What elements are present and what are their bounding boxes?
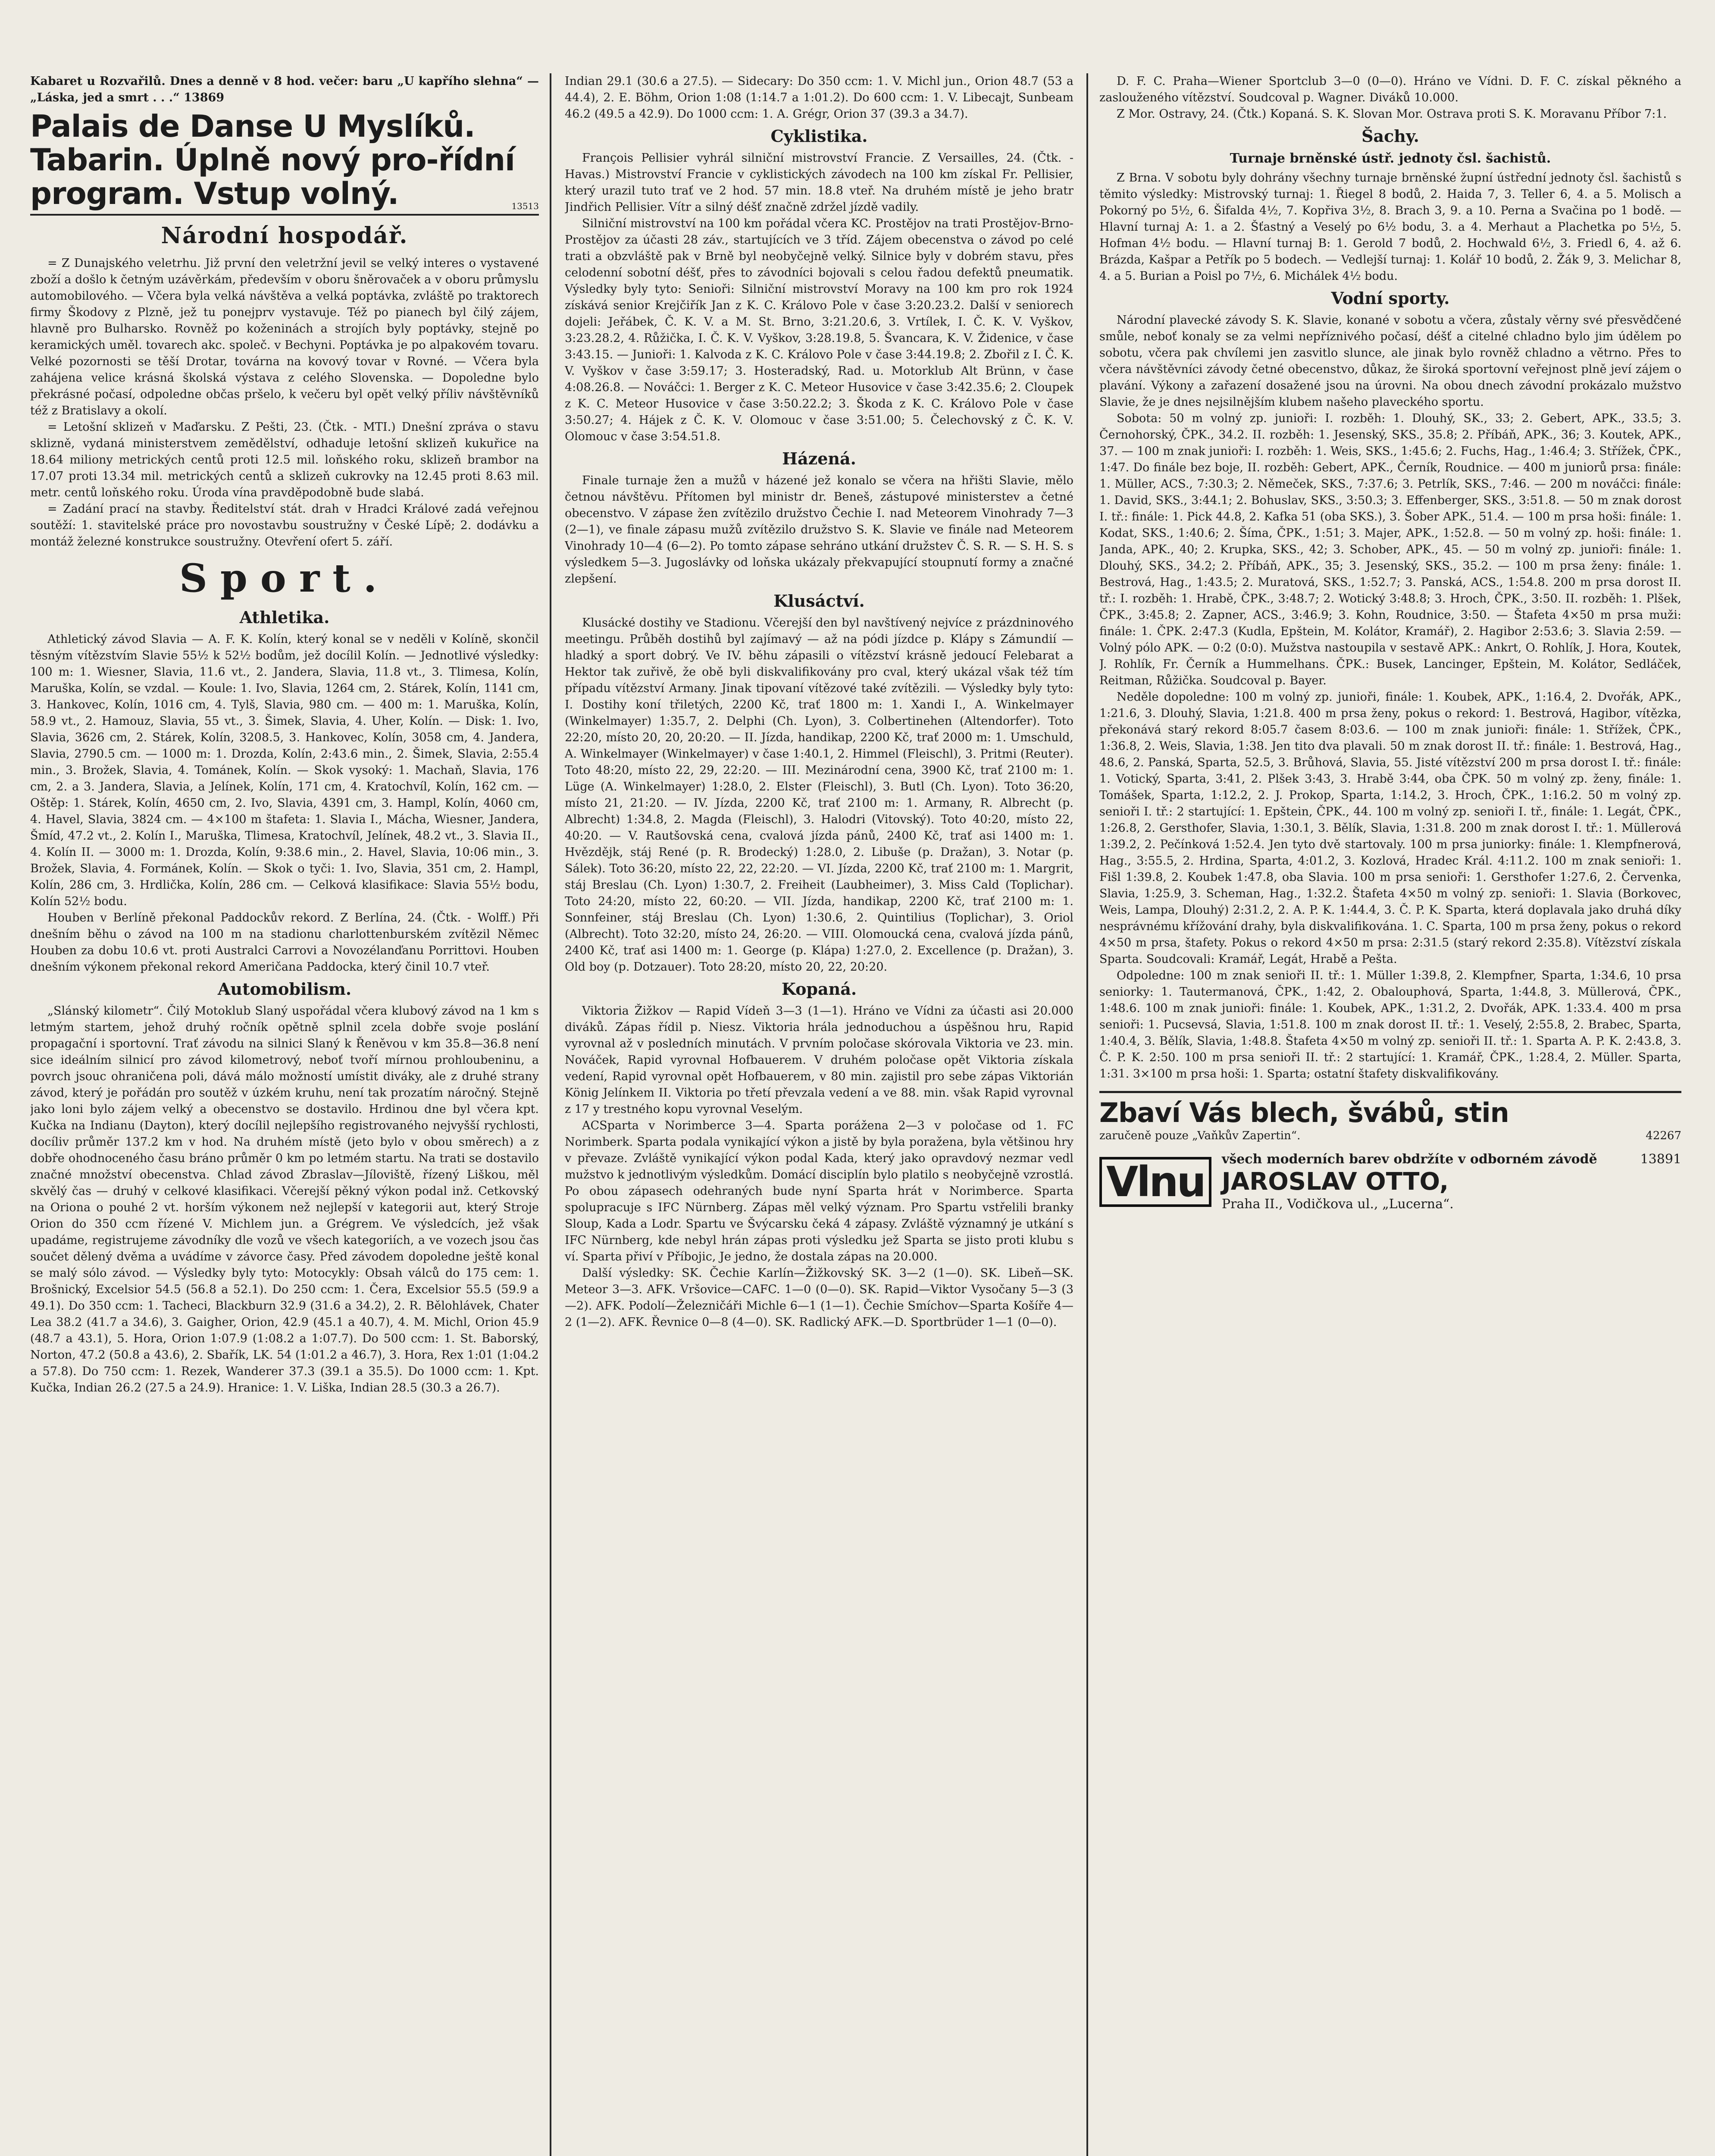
- column-3: [1099, 73, 1681, 2156]
- newspaper-page: [30, 73, 1686, 2156]
- economy-article: = Z Dunajského veletrhu. Již první den veletržní jevil se velký interes o vystavené zboží a došlo k četným uzávěrkám, především v oboru šněrovaček a v oboru průmyslu automobilového. — Včera byla velká návštěva a velká poptávka, zvláště po traktorech firmy Škodovy z Plzně, jež tu ponejprv vystavuje. Též po pianech byl čilý zájem, hlavně pro Bulharsko. Rovněž po koženinách a strojích byly poptávky, stejně po keramických uměl. tovarech akc. společ. v Bechyni. Poptávka je po alpakovém tovaru. Velké pozornosti se těší Drotar, továrna na kovový tovar v Rovné. — Včera byla zahájena velice krásná školská výstava z celého Slovenska. — Dopoledne bylo překrásné počasí, odpoledne občas pršelo, k večeru byl opět velký příliv návštěvníků též z Bratislavy a okolí.: [30, 257, 539, 417]
- chess-subheading: Šachy.: [1361, 126, 1419, 146]
- paint-shop-name: JAROSLAV OTTO,: [1221, 1168, 1449, 1196]
- horse-racing-subheading: Klusáctví.: [773, 591, 865, 611]
- palais-ad: [30, 110, 539, 216]
- water-sports-subheading: Vodní sporty.: [1331, 288, 1450, 308]
- handball-article: Finale turnaje žen a mužů v házené jež konalo se včera na hřišti Slavie, mělo četnou návštěvu. Přítomen byl ministr dr. Beneš, zástupové ministerstev a četné obecenstvo. V zápase žen zvítězilo družstvo Čechie I. nad Meteorem Vinohrady 7—3 (2—1), ve finale zápasu mužů zvítězilo družstvo S. K. Slavie ve finále nad Meteorem Vinohrady 10—4 (6—2). Po tomto zápase sehráno utkání družstev Č. S. R. — S. H. S. s výsledkem 5—3. Jugoslávky od loňska ukázaly překvapující stoupnutí formy a značné zlepšení.: [565, 474, 1073, 586]
- football-article: Další výsledky: SK. Čechie Karlín—Žižkovský SK. 3—2 (1—0). SK. Libeň—SK. Meteor 3—3. AFK. Vršovice—CAFC. 1—0 (0—0). SK. Rapid—Viktor Vysočany 5—3 (3—2). AFK. Podolí—Železničáři Michle 6—1 (1—1). Čechie Smíchov—Sparta Košíře 4—2 (1—2). AFK. Řevnice 0—8 (4—0). SK. Radlický AFK.—D. Sportbrüder 1—1 (0—0).: [565, 1266, 1073, 1329]
- column-divider: [1086, 73, 1088, 2156]
- chess-article: Z Brna. V sobotu byly dohrány všechny turnaje brněnské župní ústřední jednoty čsl. šachistů s těmito výsledky: Mistrovský turnaj: 1. Řiegel 8 bodů, 2. Haida 7, 3. Teller 6, 4. a 5. Molisch a Pokorný po 5½, 6. Šifalda 4½, 7. Kopřiva 3½, 8. Brach 3, 9. a 10. Perna a Svačina po 1 bodě. — Hlavní turnaj A: 1. a 2. Šťastný a Veselý po 6½ bodu, 3. a 4. Merhaut a Plachetka po 5½, 5. Hofman 4½ bodu. — Hlavní turnaj B: 1. Gerold 7 bodů, 2. Hochwald 6½, 3. Friedl 6, 4. až 6. Brázda, Kašpar a Petřík po 5 bodech. — Vedlejší turnaj: 1. Kolář 10 bodů, 2. Žák 9, 3. Melichar 8, 4. a 5. Burian a Poisl po 7½, 6. Michálek 4½ bodu.: [1099, 171, 1681, 283]
- horse-racing-article: Klusácké dostihy ve Stadionu. Včerejší den byl navštívený nejvíce z prázdninového meetingu. Průběh dostihů byl zajímavý — až na pódi jízdce p. Klápy s Zámundií — hladký a sport dobrý. Ve IV. běhu zápasili o vítězství krásně jedoucí Felebarat a Hektor tak zuřivě, že obě byli diskvalifikovány pro cval, který ukázal však též tím případu vítězství Armany. Jinak tipovaní vítězové také zvítězili. — Výsledky byly tyto: I. Dostihy koní třiletých, 2200 Kč, trať 1800 m: 1. Xandi I., A. Winkelmayer (Winkelmayer) 1:35.7, 2. Delphi (Ch. Lyon), 3. Colbertinehen (Altendorfer). Toto 22:20, místo 20, 20, 20:20. — II. Jízda, handikap, 2200 Kč, trať 2000 m: 1. Umschuld, A. Winkelmayer (Winkelmayer) v čase 1:40.1, 2. Himmel (Fleischl), 3. Pritmi (Reuter). Toto 48:20, místo 22, 29, 22:20. — III. Mezinárodní cena, 3900 Kč, trať 2100 m: 1. Lüge (A. Winkelmayer) 1:28.0, 2. Elster (Fleischl), 3. Butl (Ch. Lyon). Toto 36:20, místo 21, 21:20. — IV. Jízda, 2200 Kč, trať 2100 m: 1. Armany, R. Albrecht (p. Albrecht) 1:34.8, 2. Magda (Fleischl), 3. Halodri (Vitovský). Toto 40:20, místo 22, 40:20. — V. Rautšovská cena, cvalová jízda pánů, 2400 Kč, trať asi 1400 m: 1. Hvězdějk, stáj René (p. R. Brodecký) 1:28.0, 2. Libuše (p. Dražan), 3. Notar (p. Sálek). Toto 36:20, místo 22, 22, 22:20. — VI. Jízda, 2200 Kč, trať 2100 m: 1. Margrit, stáj Breslau (Ch. Lyon) 1:30.7, 2. Freiheit (Laubheimer), 3. Miss Cald (Toplichar). Toto 24:20, místo 22, 60:20. — VII. Jízda, handikap, 2200 Kč, trať 2100 m: 1. Sonnfeiner, stáj Breslau (Ch. Lyon) 1:30.6, 2. Quintilius (Toplichar), 3. Oriol (Albrecht). Toto 32:20, místo 24, 26:20. — VIII. Olomoucká cena, cvalová jízda pánů, 2400 Kč, trať asi 1400 m: 1. George (p. Klápa) 1:27.0, 2. Excellence (p. Dražan), 3. Old boy (p. Dotzauer). Toto 28:20, místo 20, 22, 20:20.: [565, 616, 1073, 974]
- water-sports-article: Neděle dopoledne: 100 m volný zp. junioři, finále: 1. Koubek, APK., 1:16.4, 2. Dvořák, APK., 1:21.6, 3. Dlouhý, Slavia, 1:21.8. 400 m prsa ženy, pokus o rekord: 1. Bestrová, Hagibor, vítězka, překonává starý rekord 8:05.7 časem 8:03.6. — 100 m znak junioři: finále: 1. Střížek, ČPK., 1:36.8, 2. Weis, Slavia, 1:38. Jen tito dva plavali. 50 m znak dorost II. tř.: finále: 1. Bestrová, Hag., 48.6, 2. Panská, Sparta, 52.5, 3. Brůhová, Slavia, 55. Jisté vítězství 200 m prsa dorost I. tř.: finále: 1. Votický, Sparta, 3:41, 2. Plšek 3:43, 3. Hrabě 3:44, oba ČPK. 50 m volný zp. ženy, finále: 1. Tomášek, Sparta, 1:12.2, 2. J. Prokop, Sparta, 1:14.2, 3. Hroch, ČPK., 1:16.2. 50 m volný zp. senioři I. tř.: 2 startující: 1. Epštein, ČPK., 44. 100 m volný zp. senioři I. tř., finále: 1. Legát, ČPK., 1:26.8, 2. Gersthofer, Slavia, 1:30.1, 3. Bělík, Slavia, 1:31.8. 200 m znak dorost I. tř.: 1. Müllerová 1:39.2, 2. Pečínková 1:52.4. Jen tyto dvě startovaly. 100 m prsa juniorky: finále: 1. Klempfnerová, Hag., 3:55.5, 2. Hrdina, Sparta, 4:01.2, 3. Kozlová, Hradec Král. 4:11.2. 100 m znak senioři: 1. Fišl 1:39.8, 2. Koubek 1:47.8, oba Slavia. 100 m prsa senioři: 1. Gersthofer 1:27.6, 2. Červenka, Slavia, 1:25.9, 3. Scheman, Hag., 1:32.2. Štafeta 4×50 m volný zp. senioři: 1. Slavia (Borkovec, Weis, Lampa, Dlouhý) 2:31.2, 2. A. P. K. 1:44.4, 3. Č. P. K. Sparta, která doplavala jako druhá díky nesprávnému křížování drahy, byla diskvalifikována. 1. C. Sparta, 100 m prsa ženy, pokus o rekord 4×50 m prsa, štafety. Pokus o rekord 4×50 m prsa: 2:31.5 (starý rekord 2:35.8). Vítězství získala Sparta. Soudcovali: Kramář, Legát, Hrabě a Pešta.: [1099, 690, 1681, 966]
- athletics-subheading: Athletika.: [239, 608, 330, 627]
- paint-shop-ad-line: všech moderních barev obdržíte v odborném závodě: [1221, 1152, 1597, 1167]
- cabaret-ad: Kabaret u Rozvařilů. Dnes a denně v 8 hod. večer: baru „U kapřího slehna“ — „Láska, jed a smrt . . .“ 13869: [30, 75, 539, 104]
- football-result: Z Mor. Ostravy, 24. (Čtk.) Kopaná. S. K. Slovan Mor. Ostrava proti S. K. Moravanu Příbor 7:1.: [1117, 107, 1667, 121]
- economy-heading: Národní hospodář.: [161, 222, 408, 249]
- paint-shop-ad-header: [1222, 1151, 1681, 1168]
- cycling-subheading: Cyklistika.: [770, 126, 868, 146]
- cycling-article: Silniční mistrovství na 100 km pořádal včera KC. Prostějov na trati Prostějov-Brno-Prostějov za účasti 28 záv., startujících ve 3 tříd. Zájem obecenstva o závod po celé trati a obzvláště pak v Brně byl neobyčejně velký. Silnice byly v dobrém stavu, přes celodenní sobotní déšť, přes to závodníci bojovali s celou řadou defektů pneumatik. Výsledky byly tyto: Senioři: Silniční mistrovství Moravy na 100 km pro rok 1924 získává senior Krejčiřík Jan z K. C. Královo Pole v čase 3:20.23.2. Další v seniorech dojeli: Jeřábek, Č. K. V. a M. St. Brno, 3:21.20.6, 3. Vrtílek, I. Č. K. V. Vyškov, 3:23.28.2, 4. Růžička, I. Č. K. V. Vyškov, 3:28.19.8, 5. Švancara, K. V. Židenice, v čase 3:43.15. — Junioři: 1. Kalvoda z K. C. Královo Pole v čase 3:44.19.8; 2. Zbořil z I. Č. K. V. Vyškov v čase 3:59.17; 3. Hosteradský, Rad. u. Motorklub Alt Brünn, v čase 4:08.26.8. — Nováčci: 1. Berger z K. C. Meteor Husovice v čase 3:42.35.6; 2. Cloupek z K. C. Meteor Husovice v čase 3:50.22.2; 3. Škoda z K. C. Královo Pole v čase 3:50.27; 4. Hájek z Č. K. V. Olomouc v čase 3:51.00; 5. Čelechovský z Č. K. V. Olomouc v čase 3:54.51.8.: [565, 217, 1073, 443]
- sidecar-results: Indian 29.1 (30.6 a 27.5). — Sidecary: Do 350 ccm: 1. V. Michl jun., Orion 48.7 (53 a 44.4), 2. E. Böhm, Orion 1:08 (1:14.7 a 1:01.2). Do 600 ccm: 1. V. Libecajt, Sunbeam 46.2 (49.5 a 42.9). Do 1000 ccm: 1. A. Grégr, Orion 37 (39.3 a 34.7).: [565, 75, 1073, 121]
- economy-article: = Zadání prací na stavby. Ředitelství stát. drah v Hradci Králové zadá veřejnou soutěží: 1. stavitelské práce pro novostavbu soustružny v České Lípě; 2. dodávku a montáž železné konstrukce soustružny. Otevření ofert 5. září.: [30, 502, 539, 548]
- football-result: D. F. C. Praha—Wiener Sportclub 3—0 (0—0). Hráno ve Vídni. D. F. C. získal pěkného a zaslouženého vítězství. Soudcoval p. Wagner. Diváků 10.000.: [1099, 75, 1681, 104]
- automobilism-subheading: Automobilism.: [217, 979, 352, 999]
- bedbug-ad: [1099, 1091, 1681, 1143]
- handball-subheading: Házená.: [782, 449, 856, 468]
- football-article: Viktoria Žižkov — Rapid Vídeň 3—3 (1—1). Hráno ve Vídni za účasti asi 20.000 diváků. Zápas řídil p. Niesz. Viktoria hrála jednoduchou a úspěšnou hru, Rapid vyrovnal až v posledních minutách. V prvním poločase skórovala Viktoria ve 23. min. Nováček, Rapid vyrovnal Hofbauerem. V druhém poločase opět Viktoria získala vedení, Rapid vyrovnal opět Hofbauerem, v 80 min. zajistil pro sebe zápas Viktorián König Jelínkem II. Viktoria po třetí převzala vedení a ve 88. min. však Rapid vyrovnal z 17 y trestného kopu vyrovnal Veselým.: [565, 1004, 1073, 1116]
- water-sports-article: Sobota: 50 m volný zp. junioři: I. rozběh: 1. Dlouhý, SK., 33; 2. Gebert, APK., 33.5; 3. Černohorský, ČPK., 34.2. II. rozběh: 1. Jesenský, SKS., 35.8; 2. Příbáň, APK., 36; 3. Koutek, APK., 37. — 100 m znak junioři: I. rozběh: 1. Weis, SKS., 1:45.6; 2. Fuchs, Hag., 1:46.4; 3. Střížek, ČPK., 1:47. Do finále bez boje, II. rozběh: Gebert, APK., Černík, Roudnice. — 400 m juniorů prsa: finále: 1. Müller, ACS., 7:30.3; 2. Němeček, SKS., 7:37.6; 3. Petrlík, SKS., 7:46. — 200 m nováčci: finále: 1. David, SKS., 3:44.1; 2. Bohuslav, SKS., 3:50.3; 3. Effenberger, SKS., 3:51.8. — 50 m znak dorost I. tř.: finále: 1. Pick 44.8, 2. Kafka 51 (oba SKS.), 3. Šober APK., 51.4. — 100 m prsa hoši: finále: 1. Kodat, SKS., 1:40.6; 2. Šíma, ČPK., 1:51; 3. Majer, APK., 1:52.8. — 50 m volný zp. hoši: finále: 1. Janda, APK., 40; 2. Krupka, SKS., 42; 3. Schober, APK., 45. — 50 m volný zp. junioři: finále: 1. Dlouhý, SKS., 34.2; 2. Příbáň, APK., 35; 3. Jesenský, SKS., 35.2. — 100 m prsa ženy: finále: 1. Bestrová, Hag., 1:43.5; 2. Muratová, SKS., 1:52.7; 3. Panská, ACS., 1:54.8. 200 m prsa dorost II. tř.: I. rozběh: 1. Hrabě, ČPK., 3:48.7; 2. Wotický 3:48.8; 3. Hroch, ČPK., 3:50. II. rozběh: 1. Plšek, ČPK., 3:45.8; 2. Zapner, ACS., 3:46.9; 3. Kohn, Roudnice, 3:50. — Štafeta 4×50 m prsa muži: finále: 1. ČPK. 2:47.3 (Kudla, Epštein, M. Kolátor, Kramář), 2. Hagibor 2:53.6; 3. Slavia 2:59. — Volný pólo APK. — 0:2 (0:0). Mužstva nastoupila v sestavě APK.: Ankrt, O. Rohlík, J. Hora, Koutek, J. Rohlík, Fr. Černík a Hummelhans. ČPK.: Busek, Lancinger, Epštein, M. Kolátor, Sedláček, Reitman, Růžička. Soudcoval p. Bayer.: [1099, 412, 1681, 687]
- bedbug-ad-subtitle: zaručeně pouze „Vaňkův Zapertin“.: [1099, 1129, 1301, 1142]
- column-divider: [550, 73, 551, 2156]
- athletics-article: Houben v Berlíně překonal Paddockův rekord. Z Berlína, 24. (Čtk. - Wolff.) Při dnešním běhu o závod na 100 m na stadionu charlottenburském zvítězil Němec Houben za dobu 10.6 vt. proti Australci Carrovi a Novozélanďanu Porrittovi. Houben dnešním výkonem překonal rekord Američana Paddocka, který činil 10.7 vteř.: [30, 911, 539, 974]
- economy-article: = Letošní sklizeň v Maďarsku. Z Pešti, 23. (Čtk. - MTI.) Dnešní zpráva o stavu sklizně, vydaná ministerstvem zemědělství, odhaduje letošní sklizeň kukuřice na 18.64 miliony metrických centů proti 12.5 mil. loňského roku, sklizeň brambor na 17.07 proti 13.34 mil. metrických centů a sklizeň cukrovky na 12.45 proti 8.63 mil. metr. centů loňského roku. Úroda vína pravděpodobně bude slabá.: [30, 420, 539, 499]
- cycling-article: François Pellisier vyhrál silniční mistrovství Francie. Z Versailles, 24. (Čtk. - Havas.) Mistrovství Francie v cyklistických závodech na 100 km získal Fr. Pellisier, který urazil tuto trať ve 2 hod. 57 min. 18.8 vteř. Na druhém místě je jeho bratr Jindřich Pellisier. Vítr a silný déšť značně zdržel jízdě vadily.: [565, 151, 1073, 214]
- column-2: [565, 73, 1073, 2156]
- paint-shop-ad-number: 13891: [1640, 1152, 1681, 1167]
- column-1: [30, 73, 539, 2156]
- bedbug-ad-title: Zbaví Vás blech, švábů, stin: [1099, 1097, 1509, 1128]
- football-article: ACSparta v Norimberce 3—4. Sparta porážena 2—3 v poločase od 1. FC Norimberk. Sparta podala vynikající výkon a jistě by byla poražena, byla většinou hry v převaze. Zvláště vynikající výkon podal Kada, který jako opravdový nezmar vedl mužstvo k jednotlivým výsledkům. Domácí disciplín bylo platilo s neobyčejně vzrostlá. Po obou zápasech odehraných bude nyní Sparta hrát v Norimberce. Sparta spolupracuje s IFC Nürnberg. Zápas měl velký význam. Pro Spartu vstřelili branky Sloup, Kada a Lodr. Spartu ve Švýcarsku čeká 4 zápasy. Zvláště významný je utkání s IFC Nürnberg, kde nebyl hrán zápas proti výsledku jež Sparta se jisto proti klubu s ví. Sparta přiví v Příbojic, Je jedno, že dostala zápas na 20.000.: [565, 1119, 1073, 1263]
- water-sports-article: Národní plavecké závody S. K. Slavie, konané v sobotu a včera, zůstaly věrny své přesvědčené smůle, neboť konaly se za velmi nepříznivého počasí, déšť a citelné chladno bylo jim údělem po sobotu, včera pak chvílemi jen zasvitlo slunce, ale jinak bylo rovněž chladno a větrno. Přes to včera návštěvníci závody četné obecenstvo, důkaz, že široká sportovní veřejnost plně jeví zájem o plavání. Výkony a zařazení dosažené jsou na úrovni. Na obou dnech závodní prokázalo mužstvo Slavie, že je dnes nejsilnějším klubem našeho plaveckého sportu.: [1099, 313, 1681, 409]
- palais-ad-number: 13513: [511, 201, 539, 211]
- bedbug-ad-number: 42267: [1646, 1129, 1681, 1142]
- paint-shop-ad: [1099, 1151, 1681, 1213]
- sport-heading: Sport.: [179, 555, 390, 601]
- football-subheading: Kopaná.: [781, 979, 857, 999]
- paint-shop-logo: Vlnu: [1099, 1157, 1211, 1207]
- athletics-article: Athletický závod Slavia — A. F. K. Kolín, který konal se v neděli v Kolíně, skončil těsným vítězstvím Slavie 55½ k 52½ bodům, jež docílil Kolín. — Jednotlivé výsledky: 100 m: 1. Wiesner, Slavia, 11.6 vt., 2. Jandera, Slavia, 11.8 vt., 3. Tlimesa, Kolín, Maruška, Kolín, se vzdal. — Koule: 1. Ivo, Slavia, 1264 cm, 2. Stárek, Kolín, 1141 cm, 3. Hankovec, Kolín, 1016 cm, 4. Tylš, Slavia, 980 cm. — 400 m: 1. Maruška, Kolín, 58.9 vt., 2. Hamouz, Slavia, 55 vt., 3. Šimek, Slavia, 4. Uher, Kolín. — Disk: 1. Ivo, Slavia, 3626 cm, 2. Stárek, Kolín, 3208.5, 3. Hankovec, Kolín, 3058 cm, 4. Jandera, Slavia, 2790.5 cm. — 1000 m: 1. Drozda, Kolín, 2:43.6 min., 2. Šimek, Slavia, 2:55.4 min., 3. Brožek, Slavia, 4. Tománek, Kolín. — Skok vysoký: 1. Machaň, Slavia, 176 cm, 2. a 3. Jandera, Slavia, a Jelínek, Kolín, 171 cm, 4. Kratochvíl, Kolín, 162 cm. — Oštěp: 1. Stárek, Kolín, 4650 cm, 2. Ivo, Slavia, 4391 cm, 3. Hampl, Kolín, 4060 cm, 4. Havel, Slavia, 3824 cm. — 4×100 m štafeta: 1. Slavia I., Mácha, Wiesner, Jandera, Šmíd, 47.2 vt., 2. Kolín I., Maruška, Tlimesa, Kratochvíl, Jelínek, 48.2 vt., 3. Slavia II., 4. Kolín II. — 3000 m: 1. Drozda, Kolín, 9:38.6 min., 2. Havel, Slavia, 10:06 min., 3. Brožek, Slavia, 4. Formánek, Kolín. — Skok o tyči: 1. Ivo, Slavia, 351 cm, 2. Hampl, Kolín, 286 cm, 3. Hrdlička, Kolín, 286 cm. — Celková klasifikace: Slavia 55½ bodu, Kolín 52½ bodu.: [30, 633, 539, 908]
- bedbug-ad-footer: [1099, 1128, 1681, 1143]
- palais-ad-text: Palais de Danse U Myslíků. Tabarin. Úplně nový pro-řídní program. Vstup volný.: [30, 109, 515, 211]
- automobilism-article: „Slánský kilometr“. Čilý Motoklub Slaný uspořádal včera klubový závod na 1 km s letmým startem, jehož druhý ročník opětně splnil zcela dobře svoje poslání propagační i sportovní. Trať závodu na silnici Slaný k Řeněvou v km 35.8—36.8 není sice ideálním silnicí pro závod kilometrový, neboť tvoří mírnou prohloubeninu, a povrch jsouc ohraničena poli, dává málo možností umístit diváky, ale z druhé strany závod, který je pořádán pro soutěž v úzkém kruhu, není tak prozatím náročný. Stejně jako loni bylo zájem velký a obecenstvo se dostavilo. Hrdinou dne byl včera kpt. Kučka na Indianu (Dayton), který docílil nejlepšího registrovaného nejvyšší rychlosti, docíliv průměr 137.2 km v hod. Na druhém místě (jeto bylo v obou směrech) a z dobře ohodnoceného času bráno průměr 0 km po letmém startu. Na trati se dostavilo značné množství obecenstva. Chlad závod Zbraslav—Jíloviště, řízený Liškou, měl skvělý čas — druhý v celkové klasifikaci. Včerejší pěkný výkon podal inž. Cetkovský na Oriona o pouhé 2 vt. horším výkonem než nejlepší v kategorii aut, který Stroje Orion do 350 ccm řízené V. Michlem jun. a Grégrem. Ve výsledcích, jež však upadáme, registrujeme závodníky dle vozů ve všech kategoriích, a ve vozech jsou čas součet dělený dvěma a uvádíme v závorce časy. Před závodem dopoledne ještě konal se malý sólo závod. — Výsledky byly tyto: Motocykly: Obsah válců do 175 cem: 1. Brošnický, Excelsior 54.5 (56.8 a 52.1). Do 250 ccm: 1. Čera, Excelsior 55.5 (59.9 a 49.1). Do 350 ccm: 1. Tacheci, Blackburn 32.9 (31.6 a 34.2), 2. R. Bělohlávek, Chater Lea 38.2 (41.7 a 34.6), 3. Gaigher, Orion, 42.9 (45.1 a 40.7), 4. M. Michl, Orion 45.9 (48.7 a 43.1), 5. Hora, Orion 1:07.9 (1:08.2 a 1:07.7). Do 500 ccm: 1. St. Baborský, Norton, 47.2 (50.8 a 43.6), 2. Sbařík, LK. 54 (1:01.2 a 46.7), 3. Hora, Rex 1:01 (1:04.2 a 57.8). Do 750 ccm: 1. Rezek, Wanderer 37.3 (39.1 a 35.5). Do 1000 ccm: 1. Kpt. Kučka, Indian 26.2 (27.5 a 24.9). Hranice: 1. V. Liška, Indian 28.5 (30.3 a 26.7).: [30, 1004, 539, 1395]
- chess-title: Turnaje brněnské ústř. jednoty čsl. šachistů.: [1230, 151, 1551, 166]
- water-sports-article: Odpoledne: 100 m znak senioři II. tř.: 1. Müller 1:39.8, 2. Klempfner, Sparta, 1:34.6, 10 prsa seniorky: 1. Tautermanová, ČPK., 1:42, 2. Obalouphová, Sparta, 1:44.8, 3. Müllerová, ČPK., 1:48.6. 100 m znak junioři: finále: 1. Koubek, APK., 1:31.2, 2. Dvořák, APK. 1:33.4. 400 m prsa senioři: 1. Pucsevsá, Slavia, 1:51.8. 100 m znak dorost II. tř.: 1. Veselý, 2:55.8, 2. Brabec, Sparta, 1:40.4, 3. Bělík, Slavia, 1:48.8. Štafeta 4×50 m volný zp. senioři II. tř.: 1. Sparta A. P. K. 2:43.8, 3. Č. P. K. 2:50. 100 m prsa senioři II. tř.: 2 startující: 1. Kramář, ČPK., 1:28.4, 2. Müller. Sparta, 1:31. 3×100 m prsa hoši: 1. Sparta; ostatní štafety diskvalifikovány.: [1099, 969, 1681, 1081]
- paint-shop-address: Praha II., Vodičkova ul., „Lucerna“.: [1221, 1197, 1454, 1212]
- paint-shop-ad-body: [1222, 1151, 1681, 1213]
